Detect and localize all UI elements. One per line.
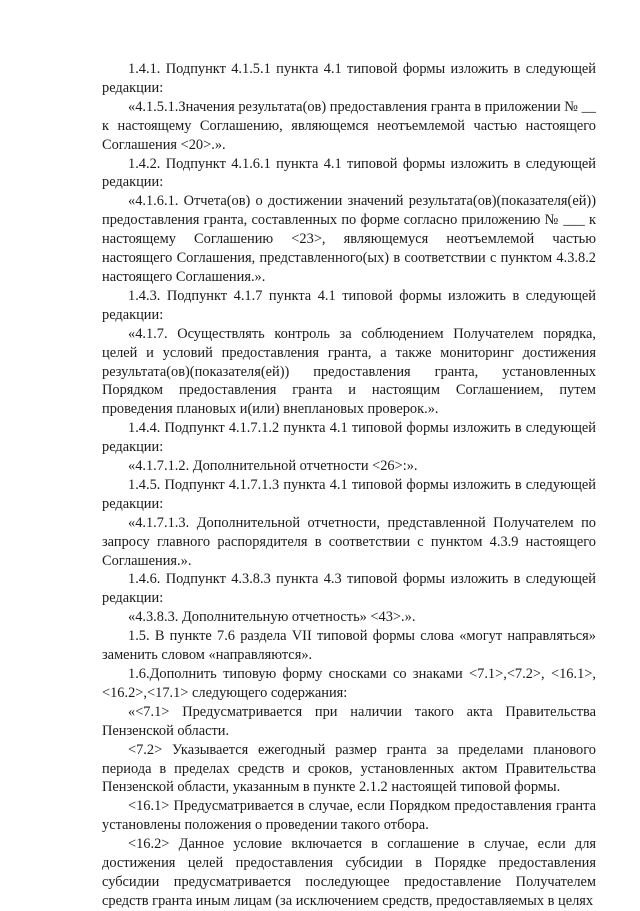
paragraph-1-4-5: 1.4.5. Подпункт 4.1.7.1.3 пункта 4.1 типовой формы изложить в следующей редакции: (102, 476, 596, 512)
paragraph-1-4-2: 1.4.2. Подпункт 4.1.6.1 пункта 4.1 типовой формы изложить в следующей редакции: (102, 155, 596, 191)
paragraph-4-1-6-1: «4.1.6.1. Отчета(ов) о достижении значений результата(ов)(показателя(ей)) предоставления гранта, составленных по форме согласно приложению № ___ к настоящему Соглашению <23>, являющемуся неотъемлемой частью настоящего Соглашения, представленного(ых) в соответствии с пунктом 4.3.8.2 настоящего Соглашения.». (102, 193, 596, 285)
paragraph-1-5: 1.5. В пункте 7.6 раздела VII типовой формы слова «могут направляться» заменить словом «направляются». (102, 628, 596, 664)
paragraph-1-4-4: 1.4.4. Подпункт 4.1.7.1.2 пункта 4.1 типовой формы изложить в следующей редакции: (102, 420, 596, 456)
document-body (102, 60, 596, 911)
paragraph-1-4-1: 1.4.1. Подпункт 4.1.5.1 пункта 4.1 типовой формы изложить в следующей редакции: (102, 61, 596, 96)
paragraph-4-1-5-1: «4.1.5.1.Значения результата(ов) предоставления гранта в приложении № __ к настоящему Соглашению, являющемся неотъемлемой частью настоящего Соглашения <20>.». (102, 98, 596, 153)
paragraph-4-1-7-1-3: «4.1.7.1.3. Дополнительной отчетности, представленной Получателем по запросу главного распорядителя в соответствии с пунктом 4.3.9 настоящего Соглашения.». (102, 514, 596, 569)
paragraph-4-1-7-1-2: «4.1.7.1.2. Дополнительной отчетности <26>:». (128, 458, 418, 475)
footnote-7-2: <7.2> Указывается ежегодный размер гранта за пределами планового периода в пределах средств и сроков, установленных актом Правительства Пензенской области, указанным в пункте 2.1.2 настоящей типовой формы. (102, 741, 596, 796)
paragraph-4-1-7: «4.1.7. Осуществлять контроль за соблюдением Получателем порядка, целей и условий предоставления гранта, а также мониторинг достижения результата(ов)(показателя(ей)) предоставления гранта, установленных Порядком предоставления гранта и настоящим Соглашением, путем проведения плановых и(или) внеплановых проверок.». (102, 325, 596, 418)
paragraph-4-3-8-3: «4.3.8.3. Дополнительную отчетность» <43>.». (128, 609, 416, 626)
paragraph-1-4-3: 1.4.3. Подпункт 4.1.7 пункта 4.1 типовой формы изложить в следующей редакции: (102, 287, 596, 323)
footnote-16-1: <16.1> Предусматривается в случае, если Порядком предоставления гранта установлены положения о проведении такого отбора. (102, 798, 596, 834)
footnote-16-2: <16.2> Данное условие включается в соглашение в случае, если для достижения целей предоставления субсидии в Порядке предоставления субсидии предусматривается последующее предоставление Получателем средств гранта иным лицам (за исключением средств, предоставляемых в целях (102, 836, 596, 909)
paragraph-1-4-6: 1.4.6. Подпункт 4.3.8.3 пункта 4.3 типовой формы изложить в следующей редакции: (102, 571, 596, 607)
footnote-7-1: «<7.1> Предусматривается при наличии такого акта Правительства Пензенской области. (102, 703, 596, 739)
paragraph-1-6: 1.6.Дополнить типовую форму сносками со знаками <7.1>,<7.2>, <16.1>,<16.2>,<17.1> следующего содержания: (102, 666, 596, 701)
